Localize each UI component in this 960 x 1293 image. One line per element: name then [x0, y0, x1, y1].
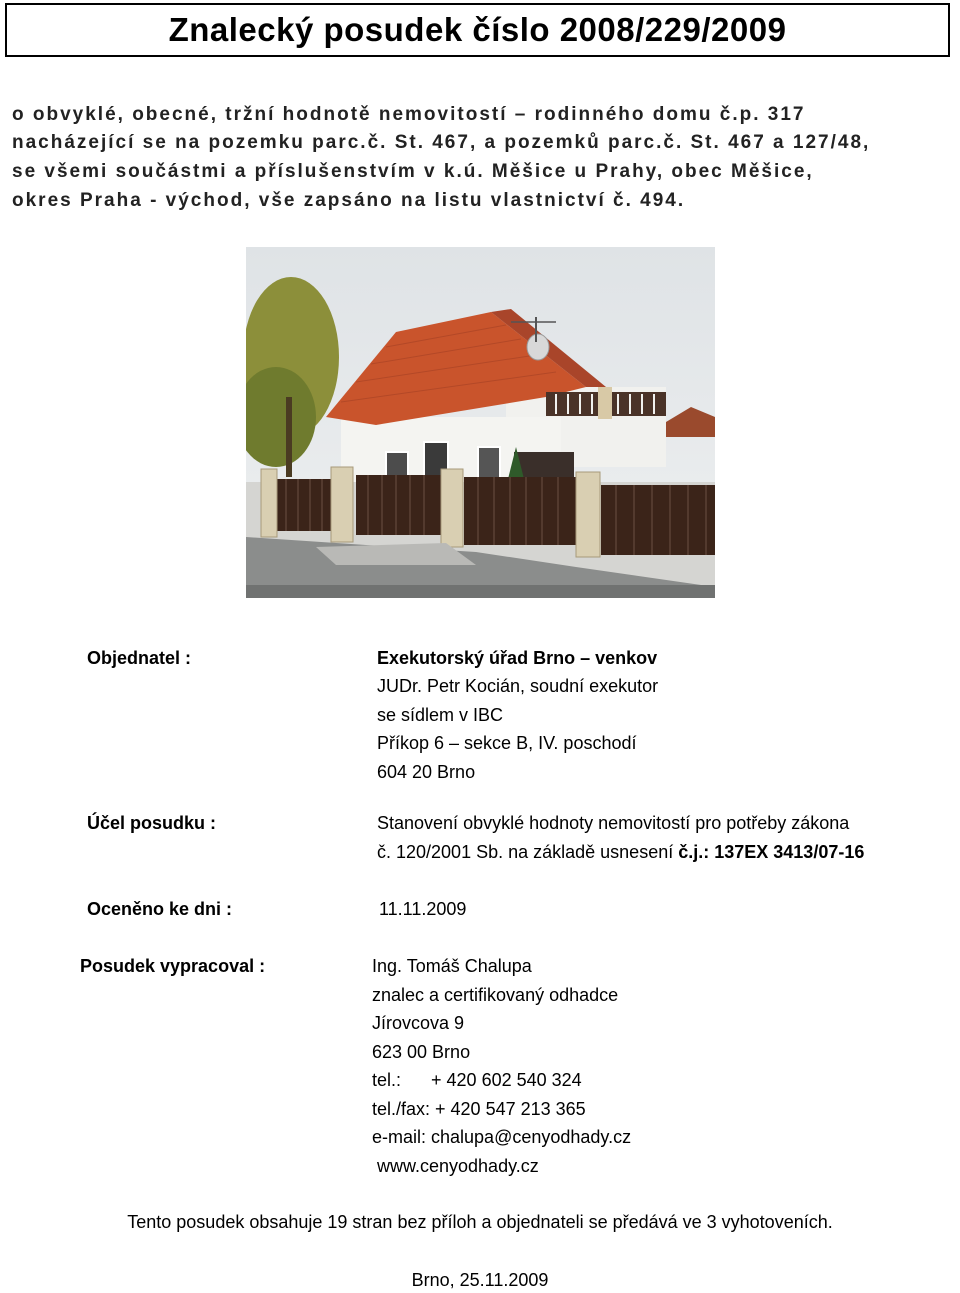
valuation-date-label: Oceněno ke dni : [87, 899, 233, 919]
place-date: Brno, 25.11.2009 [411, 1270, 549, 1290]
author-line-3: Jírovcova 9 [372, 1013, 465, 1033]
author-website: www.cenyodhady.cz [372, 1156, 539, 1176]
subject-line-1: o obvyklé, obecné, tržní hodnotě nemovitostí – rodinného domu č.p. 317 [12, 104, 806, 125]
author-email: e-mail: chalupa@cenyodhady.cz [372, 1127, 632, 1147]
author-label: Posudek vypracoval : [80, 956, 266, 976]
subject-line-3: se všemi součástmi a příslušenstvím v k.ú. Měšice u Prahy, obec Měšice, [12, 161, 814, 182]
purpose-line-2-text: č. 120/2001 Sb. na základě usnesení [377, 842, 679, 862]
subject-line-4: okres Praha - východ, vše zapsáno na listu vlastnictví č. 494. [12, 190, 686, 211]
orderer-label: Objednatel : [87, 648, 192, 668]
footer-note: Tento posudek obsahuje 19 stran bez příloh a objednateli se předává ve 3 vyhotoveních. [127, 1212, 833, 1232]
orderer-line-3: Příkop 6 – sekce B, IV. poschodí [377, 733, 637, 753]
orderer-line-4: 604 20 Brno [377, 762, 476, 782]
purpose-line-1: Stanovení obvyklé hodnoty nemovitostí pro potřeby zákona [377, 813, 850, 833]
purpose-line-2 [377, 842, 864, 863]
purpose-label: Účel posudku : [87, 813, 217, 833]
author-line-2: znalec a certifikovaný odhadce [372, 985, 619, 1005]
title-box [5, 3, 950, 57]
author-fax: tel./fax: + 420 547 213 365 [372, 1099, 586, 1119]
author-line-4: 623 00 Brno [372, 1042, 471, 1062]
author-line-1: Ing. Tomáš Chalupa [372, 956, 532, 976]
author-phone: tel.: + 420 602 540 324 [372, 1070, 582, 1090]
orderer-line-2: se sídlem v IBC [377, 705, 504, 725]
orderer-name: Exekutorský úřad Brno – venkov [377, 648, 658, 668]
document-title: Znalecký posudek číslo 2008/229/2009 [168, 11, 787, 48]
house-photo [246, 247, 715, 598]
orderer-line-1: JUDr. Petr Kocián, soudní exekutor [377, 676, 659, 696]
valuation-date-value: 11.11.2009 [379, 899, 467, 919]
case-number: č.j.: 137EX 3413/07-16 [678, 842, 865, 862]
subject-line-2: nacházející se na pozemku parc.č. St. 467, a pozemků parc.č. St. 467 a 127/48, [12, 132, 871, 153]
